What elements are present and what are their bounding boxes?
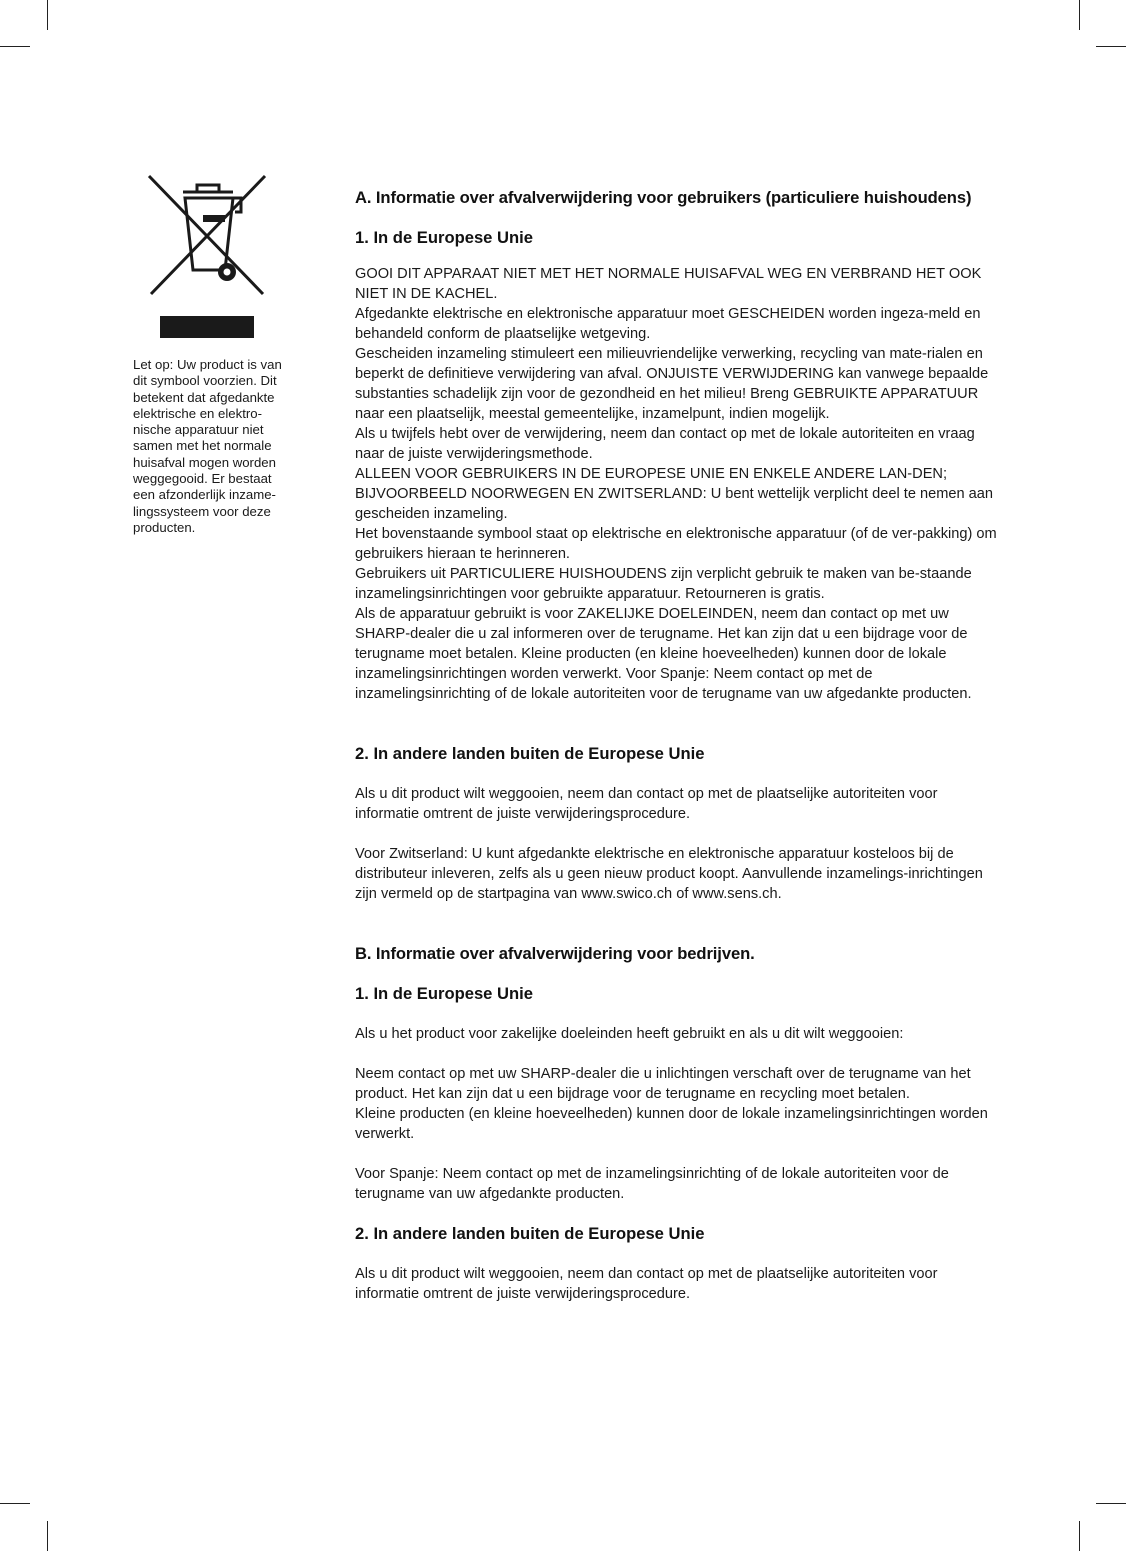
crop-mark-top-left-horizontal xyxy=(0,46,30,47)
crop-mark-bottom-left-vertical xyxy=(47,1521,48,1551)
symbol-underbar xyxy=(160,316,254,338)
paragraph: Het bovenstaande symbool staat op elektrische en elektronische apparatuur (of de ver-pakking) om gebruikers hieraan te herinneren. xyxy=(355,526,997,562)
paragraph: Afgedankte elektrische en elektronische apparatuur moet GESCHEIDEN worden ingeza-meld en behandeld conform de plaatselijke wetgeving. xyxy=(355,306,981,342)
section-a-title: A. Informatie over afvalverwijdering voor gebruikers (particuliere huishoudens) xyxy=(355,188,972,207)
crop-mark-top-right-horizontal xyxy=(1096,46,1126,47)
crop-mark-bottom-right-horizontal xyxy=(1096,1503,1126,1504)
crop-mark-bottom-left-horizontal xyxy=(0,1503,30,1504)
paragraph: Gebruikers uit PARTICULIERE HUISHOUDENS zijn verplicht gebruik te maken van be-staande inzamelingsinrichtingen voor gebruikte apparatuur. Retourneren is gratis. xyxy=(355,566,972,602)
section-b-sub1-heading: 1. In de Europese Unie xyxy=(355,984,533,1003)
crossed-out-wheelie-bin-icon xyxy=(145,170,269,298)
section-a-sub2-heading: 2. In andere landen buiten de Europese Unie xyxy=(355,744,705,763)
section-b-title: B. Informatie over afvalverwijdering voor bedrijven. xyxy=(355,944,755,963)
crop-mark-top-left-vertical xyxy=(47,0,48,30)
sidebar-note: Let op: Uw product is van dit symbool voorzien. Dit betekent dat afgedankte elektrische en elektro-nische apparatuur niet samen met het normale huisafval mogen worden weggegooid. Er bestaat een afzonderlijk inzame-lingssysteem voor deze producten. xyxy=(133,357,282,535)
paragraph: Als u twijfels hebt over de verwijdering, neem dan contact op met de lokale autoriteiten en vraag naar de juiste verwijderingsmethode. xyxy=(355,426,975,462)
paragraph: Neem contact op met uw SHARP-dealer die u inlichtingen verschaft over de terugname van het product. Het kan zijn dat u een bijdrage voor de terugname en recycling moet betalen. xyxy=(355,1066,971,1102)
paragraph: Voor Zwitserland: U kunt afgedankte elektrische en elektronische apparatuur kosteloos bij de distributeur inleveren, zelfs als u geen nieuw product koopt. Aanvullende inzamelings-inrichtingen zijn vermeld op de startpagina van www.swico.ch of www.sens.ch. xyxy=(355,846,983,902)
paragraph: Als u dit product wilt weggooien, neem dan contact op met de plaatselijke autoriteiten voor informatie omtrent de juiste verwijderingsprocedure. xyxy=(355,1266,938,1302)
crop-mark-top-right-vertical xyxy=(1079,0,1080,30)
section-b-sub2-heading: 2. In andere landen buiten de Europese Unie xyxy=(355,1224,705,1243)
paragraph: Als u het product voor zakelijke doeleinden heeft gebruikt en als u dit wilt weggooien: xyxy=(355,1026,904,1042)
paragraph: Als de apparatuur gebruikt is voor ZAKELIJKE DOELEINDEN, neem dan contact op met uw SHARP-dealer die u zal informeren over de terugname. Het kan zijn dat u een bijdrage voor de terugname moet betalen. Kleine producten (en kleine hoeveelheden) kunnen door de lokale inzamelingsinrichtingen worden verwerkt. Voor Spanje: Neem contact op met de inzamelingsinrichting of de lokale autoriteiten voor de terugname van uw afgedankte producten. xyxy=(355,606,972,702)
paragraph: Kleine producten (en kleine hoeveelheden) kunnen door de lokale inzamelingsinrichtingen worden verwerkt. xyxy=(355,1106,988,1142)
paragraph: Voor Spanje: Neem contact op met de inzamelingsinrichting of de lokale autoriteiten voor de terugname van uw afgedankte producten. xyxy=(355,1166,949,1202)
paragraph: ALLEEN VOOR GEBRUIKERS IN DE EUROPESE UNIE EN ENKELE ANDERE LAN-DEN; BIJVOORBEELD NOORWEGEN EN ZWITSERLAND: U bent wettelijk verplicht deel te nemen aan gescheiden inzameling. xyxy=(355,466,994,522)
paragraph: Gescheiden inzameling stimuleert een milieuvriendelijke verwerking, recycling van mate-rialen en beperkt de definitieve verwijdering van afval. ONJUISTE VERWIJDERING kan vanwege bepaalde substanties schadelijk zijn voor de gezondheid en het milieu! Breng GEBRUIKTE APPARATUUR naar een plaatselijk, meestal gemeentelijke, inzamelpunt, indien mogelijk. xyxy=(355,346,989,422)
section-a-sub1-heading: 1. In de Europese Unie xyxy=(355,228,533,247)
paragraph: Als u dit product wilt weggooien, neem dan contact op met de plaatselijke autoriteiten voor informatie omtrent de juiste verwijderingsprocedure. xyxy=(355,786,938,822)
crop-mark-bottom-right-vertical xyxy=(1079,1521,1080,1551)
section-a-sub1-body xyxy=(355,264,1000,704)
main-content xyxy=(355,186,1000,1304)
paragraph: GOOI DIT APPARAAT NIET MET HET NORMALE HUISAFVAL WEG EN VERBRAND HET OOK NIET IN DE KACHEL. xyxy=(355,266,982,302)
